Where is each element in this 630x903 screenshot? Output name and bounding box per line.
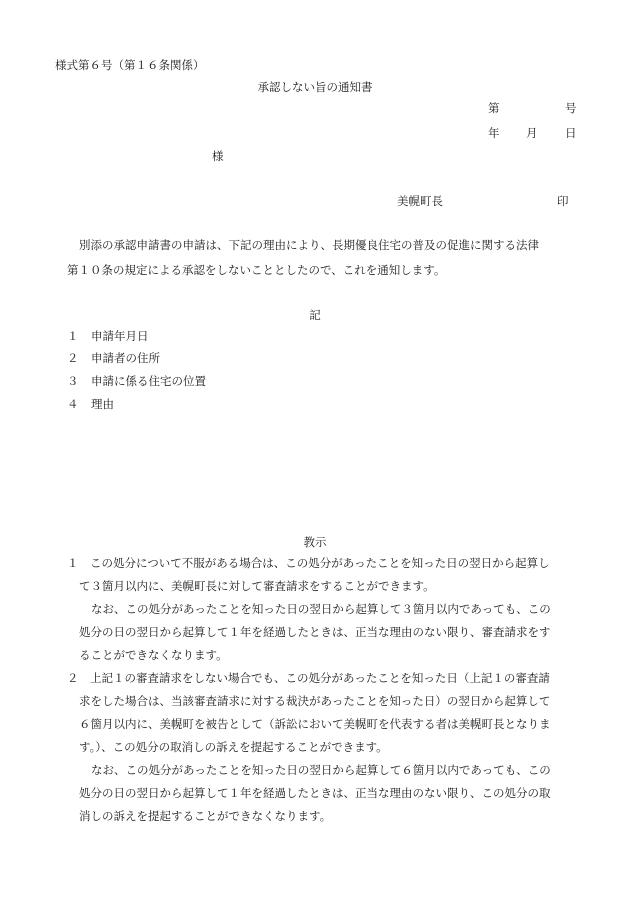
instruction-line: なお、この処分があったことを知った日の翌日から起算して６箇月以内であっても、この (91, 763, 551, 777)
instruction-line: なお、この処分があったことを知った日の翌日から起算して３箇月以内であっても、この (91, 602, 551, 616)
instruction-line: ２ 上記１の審査請求をしない場合でも、この処分があったことを知った日（上記１の審査請 (67, 671, 550, 685)
item-number: １ (67, 329, 79, 343)
number-label: 第 (488, 101, 500, 115)
item-number: ４ (67, 397, 79, 411)
instruction-line: 処分の日の翌日から起算して１年を経過したときは、正当な理由のない限り、この処分の取 (79, 786, 551, 800)
instruction-line: 求をした場合は、当該審査請求に対する裁決があったことを知った日）の翌日から起算して (79, 694, 551, 708)
item-label: 申請年月日 (91, 329, 149, 343)
instruction-line: １ この処分について不服がある場合は、この処分があったことを知った日の翌日から起算し (67, 556, 550, 570)
body-line-1: 別添の承認申請書の申請は、下記の理由により、長期優良住宅の普及の促進に関する法律 (79, 238, 539, 252)
instruction-line: 処分の日の翌日から起算して１年を経過したときは、正当な理由のない限り、審査請求をす (79, 625, 551, 639)
number-suffix: 号 (565, 101, 577, 115)
list-item (67, 399, 114, 411)
body-line-2: 第１０条の規定による承認をしないこととしたので、これを通知します。 (67, 263, 446, 277)
date-day-label: 日 (565, 126, 577, 140)
seal-mark: 印 (557, 194, 569, 208)
ki-heading: 記 (309, 308, 321, 322)
instruction-heading: 教示 (303, 535, 327, 549)
addressee-suffix: 様 (212, 149, 224, 163)
instruction-line: す。）、この処分の取消しの訴えを提起することができます。 (79, 740, 388, 754)
instruction-line: ることができなくなります。 (79, 648, 228, 662)
instruction-line: て３箇月以内に、美幌町長に対して審査請求をすることができます。 (79, 579, 435, 593)
instruction-line: ６箇月以内に、美幌町を被告として（訴訟において美幌町を代表する者は美幌町長となりま (79, 717, 551, 731)
date-month-label: 月 (526, 126, 538, 140)
item-label: 理由 (91, 397, 114, 411)
list-item (67, 331, 149, 343)
list-item (67, 353, 160, 365)
document-title: 承認しない旨の通知書 (257, 80, 373, 94)
form-number: 様式第６号（第１６条関係） (55, 58, 205, 72)
date-year-label: 年 (488, 126, 500, 140)
item-number: ３ (67, 374, 79, 388)
sender-name: 美幌町長 (397, 194, 443, 208)
item-number: ２ (67, 351, 79, 365)
item-label: 申請に係る住宅の位置 (91, 374, 206, 388)
item-label: 申請者の住所 (91, 351, 160, 365)
list-item (67, 376, 206, 388)
instruction-line: 消しの訴えを提起することができなくなります。 (79, 809, 332, 823)
